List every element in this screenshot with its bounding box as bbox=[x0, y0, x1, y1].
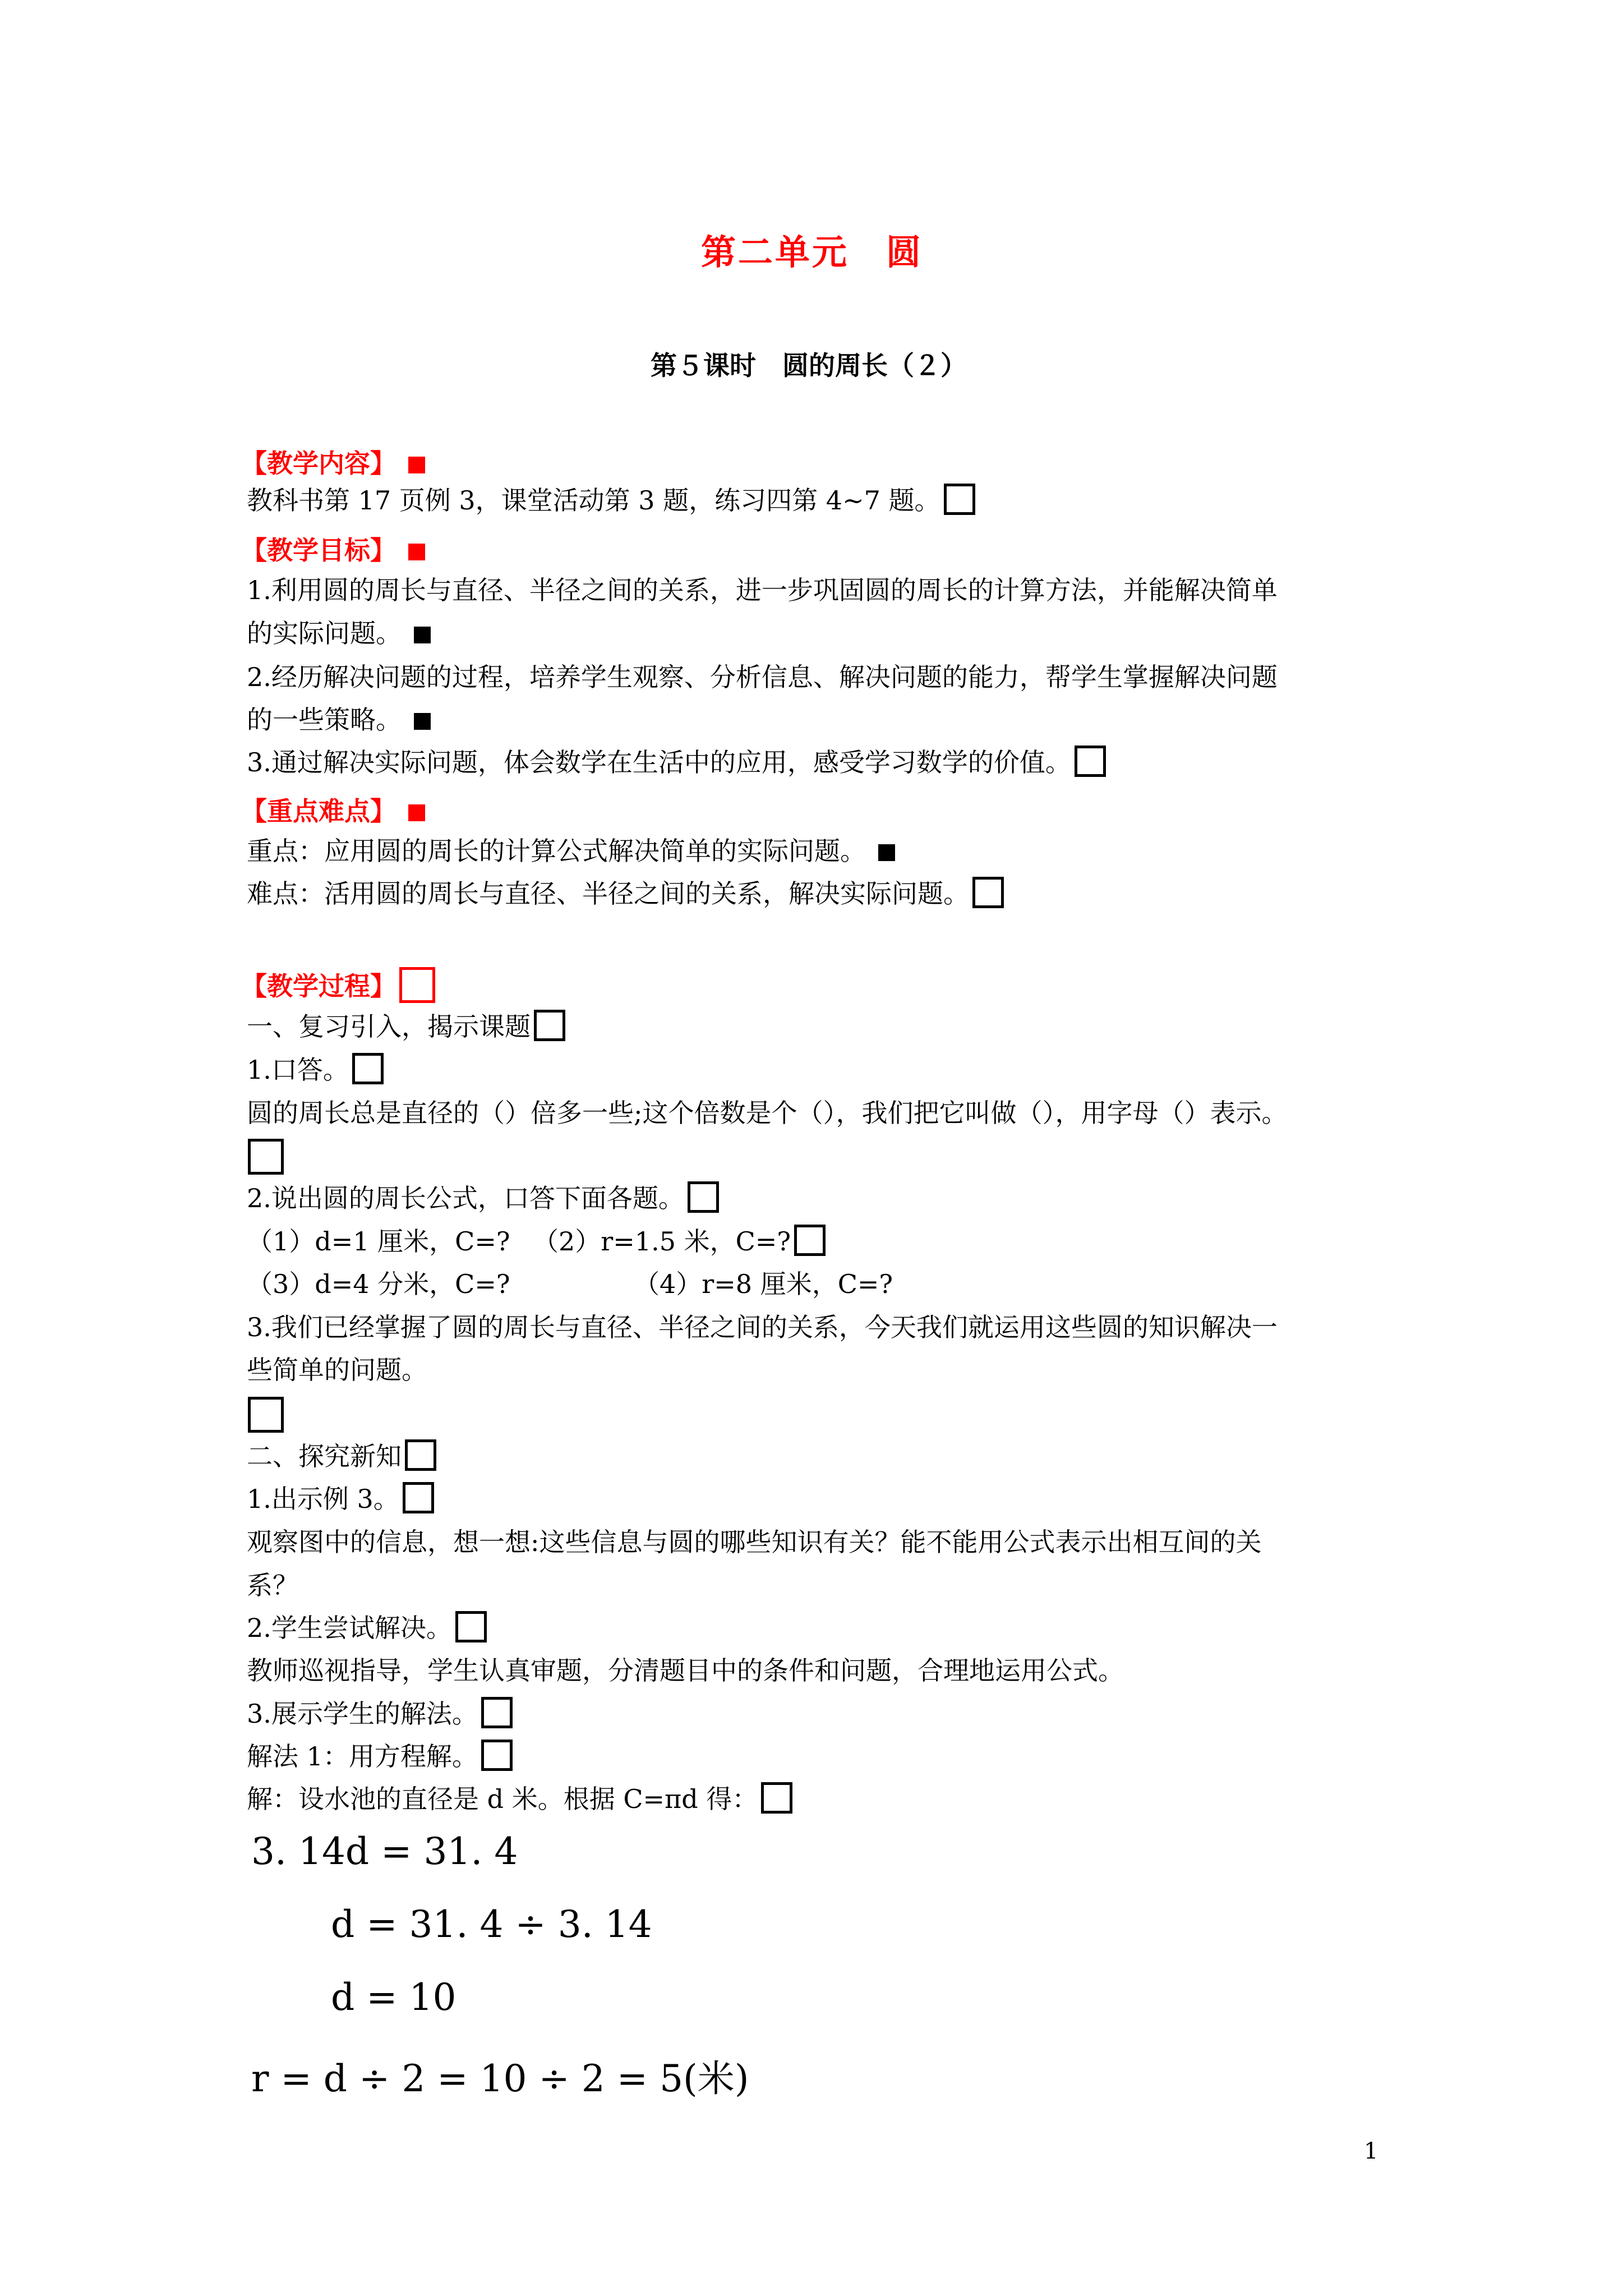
question-text: （2）r=1.5 米，C=? bbox=[533, 1226, 791, 1257]
p2-observe-line-1: 观察图中的信息，想一想:这些信息与圆的哪些知识有关？能不能用公式表示出相互间的关 bbox=[247, 1527, 1262, 1557]
key-point-text: 重点：应用圆的周长的计算公式解决简单的实际问题。 bbox=[247, 836, 866, 866]
lesson-subtitle: 第５课时 圆的周长（２） bbox=[651, 351, 967, 381]
p1-item-3-line-1: 3.我们已经掌握了圆的周长与直径、半径之间的关系，今天我们就运用这些圆的知识解决一 bbox=[247, 1312, 1278, 1342]
content-line bbox=[247, 484, 975, 517]
p1-question-box bbox=[248, 1139, 284, 1175]
empty-box-icon bbox=[1075, 746, 1106, 777]
red-square-marker bbox=[408, 457, 425, 473]
goal-2-line-2 bbox=[247, 703, 431, 737]
part-title-text: 一、复习引入，揭示课题 bbox=[247, 1011, 531, 1042]
p1-item-3-box bbox=[248, 1397, 284, 1433]
empty-box-icon bbox=[688, 1181, 719, 1213]
empty-box-icon bbox=[405, 1439, 436, 1471]
part-2-title bbox=[247, 1439, 436, 1473]
section-key-points bbox=[241, 791, 425, 828]
difficult-point-text: 难点：活用圆的周长与直径、半径之间的关系，解决实际问题。 bbox=[247, 878, 969, 909]
goal-2-line-1: 2.经历解决问题的过程，培养学生观察、分析信息、解决问题的能力，帮学生掌握解决问题 bbox=[247, 662, 1278, 692]
p2-teacher-guide: 教师巡视指导，学生认真审题，分清题目中的条件和问题，合理地运用公式。 bbox=[247, 1655, 1124, 1686]
goal-text: 3.通过解决实际问题，体会数学在生活中的应用，感受学习数学的价值。 bbox=[247, 747, 1071, 777]
part-title-text: 二、探究新知 bbox=[247, 1441, 402, 1471]
p1-sub-question-b bbox=[533, 1225, 826, 1258]
equation-4: r = d ÷ 2 = 10 ÷ 2 = 5(米) bbox=[251, 2057, 749, 2100]
p2-method-1 bbox=[247, 1740, 513, 1773]
empty-box-icon bbox=[481, 1740, 513, 1771]
empty-box-icon bbox=[248, 1139, 284, 1175]
item-text: 解法 1：用方程解。 bbox=[247, 1741, 478, 1772]
empty-box-icon bbox=[481, 1697, 513, 1728]
p1-question: 圆的周长总是直径的（）倍多一些;这个倍数是个（），我们把它叫做（），用字母（）表示。 bbox=[247, 1098, 1288, 1128]
section-heading: 【教学目标】 bbox=[241, 535, 396, 565]
item-text: 2.学生尝试解决。 bbox=[247, 1613, 452, 1643]
goal-1-line-2 bbox=[247, 616, 431, 650]
empty-box-icon bbox=[534, 1010, 565, 1041]
p2-item-2 bbox=[247, 1611, 487, 1645]
page-number: 1 bbox=[1364, 2138, 1378, 2164]
p1-item-3-line-2: 些简单的问题。 bbox=[247, 1355, 427, 1385]
section-teaching-process bbox=[241, 966, 435, 1003]
section-heading: 【重点难点】 bbox=[241, 796, 396, 826]
p1-sub-question-d: （4）r=8 厘米，C=? bbox=[634, 1269, 893, 1299]
item-text: 1.口答。 bbox=[247, 1055, 349, 1085]
goal-text: 的一些策略。 bbox=[247, 705, 402, 735]
empty-box-icon bbox=[403, 1482, 434, 1513]
key-point bbox=[247, 834, 895, 868]
section-heading: 【教学内容】 bbox=[241, 448, 396, 478]
page-title: 第二单元 圆 bbox=[701, 232, 924, 273]
equation-2: d = 31. 4 ÷ 3. 14 bbox=[331, 1903, 652, 1946]
red-box-icon bbox=[399, 967, 435, 1003]
black-square-marker bbox=[414, 713, 431, 730]
empty-box-icon bbox=[972, 877, 1004, 908]
section-teaching-goals bbox=[241, 530, 425, 567]
empty-box-icon bbox=[248, 1397, 284, 1433]
empty-box-icon bbox=[455, 1611, 487, 1642]
red-square-marker bbox=[408, 544, 425, 560]
difficult-point bbox=[247, 877, 1004, 910]
p1-sub-question-c: （3）d=4 分米，C=? bbox=[247, 1269, 510, 1299]
content-text: 教科书第 17 页例 3，课堂活动第 3 题，练习四第 4~7 题。 bbox=[247, 485, 940, 516]
equation-1: 3. 14d = 31. 4 bbox=[251, 1830, 518, 1873]
empty-box-icon bbox=[352, 1053, 384, 1084]
item-text: 3.展示学生的解法。 bbox=[247, 1699, 478, 1729]
item-text: 2.说出圆的周长公式，口答下面各题。 bbox=[247, 1183, 684, 1213]
goal-1-line-1: 1.利用圆的周长与直径、半径之间的关系，进一步巩固圆的周长的计算方法，并能解决简单 bbox=[247, 575, 1278, 605]
p2-item-1 bbox=[247, 1482, 434, 1516]
p2-observe-line-2: 系？ bbox=[247, 1570, 298, 1600]
p1-item-1 bbox=[247, 1053, 384, 1087]
red-square-marker bbox=[408, 804, 425, 821]
item-text: 1.出示例 3。 bbox=[247, 1484, 399, 1514]
black-square-marker bbox=[414, 627, 431, 643]
empty-box-icon bbox=[761, 1782, 792, 1814]
black-square-marker bbox=[878, 844, 895, 861]
section-teaching-content bbox=[241, 443, 425, 480]
equation-3: d = 10 bbox=[331, 1976, 457, 2019]
item-text: 解：设水池的直径是 d 米。根据 C=πd 得： bbox=[247, 1784, 758, 1814]
p2-solve bbox=[247, 1782, 792, 1816]
section-heading: 【教学过程】 bbox=[241, 971, 396, 1001]
goal-text: 的实际问题。 bbox=[247, 618, 402, 648]
goal-3 bbox=[247, 746, 1106, 779]
p2-item-3 bbox=[247, 1697, 513, 1731]
part-1-title bbox=[247, 1010, 565, 1043]
empty-box-icon bbox=[794, 1225, 826, 1256]
p1-sub-question-a: （1）d=1 厘米，C=? bbox=[247, 1226, 510, 1257]
empty-box-icon bbox=[944, 484, 975, 515]
p1-item-2 bbox=[247, 1181, 719, 1215]
